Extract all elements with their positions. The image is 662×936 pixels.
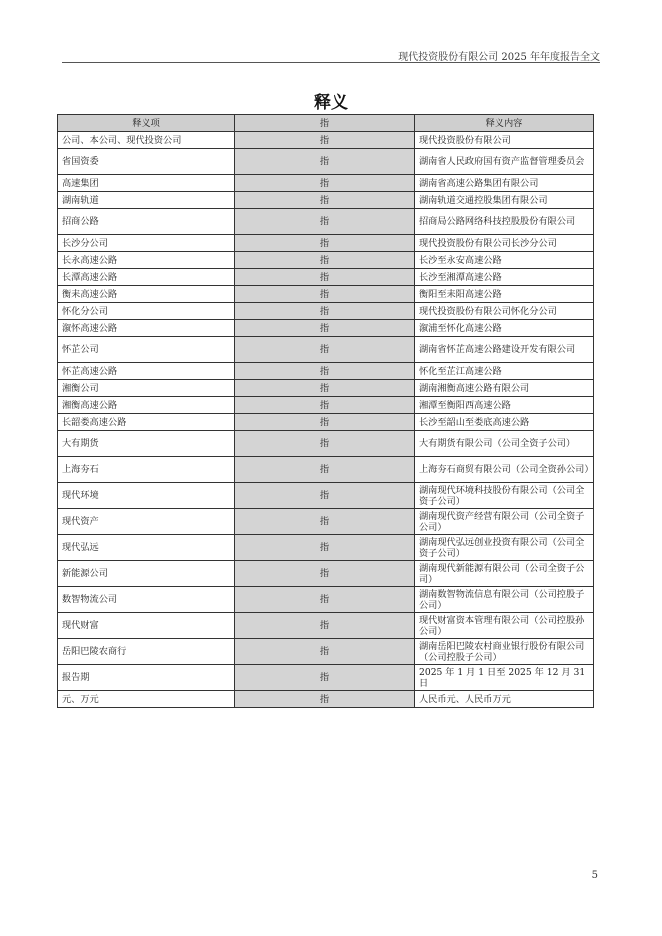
column-header-term: 释义项 — [58, 115, 235, 132]
table-row — [58, 337, 594, 363]
header-divider — [62, 62, 600, 63]
ref-cell: 指 — [235, 175, 415, 192]
term-cell: 衡耒高速公路 — [58, 286, 235, 303]
ref-cell: 指 — [235, 414, 415, 431]
term-cell: 现代财富 — [58, 613, 235, 639]
page-title: 释义 — [314, 93, 348, 113]
ref-cell: 指 — [235, 380, 415, 397]
table-row — [58, 509, 594, 535]
term-cell: 怀芷高速公路 — [58, 363, 235, 380]
ref-cell: 指 — [235, 209, 415, 235]
term-cell: 元、万元 — [58, 691, 235, 708]
term-cell: 湖南轨道 — [58, 192, 235, 209]
table-row — [58, 209, 594, 235]
ref-cell: 指 — [235, 665, 415, 691]
table-row — [58, 252, 594, 269]
meaning-cell: 现代财富资本管理有限公司（公司控股孙公司） — [415, 613, 594, 639]
ref-cell: 指 — [235, 286, 415, 303]
meaning-cell: 现代投资股份有限公司长沙分公司 — [415, 235, 594, 252]
table-row — [58, 397, 594, 414]
table-row — [58, 665, 594, 691]
meaning-cell: 现代投资股份有限公司怀化分公司 — [415, 303, 594, 320]
table-row — [58, 175, 594, 192]
term-cell: 高速集团 — [58, 175, 235, 192]
table-row — [58, 269, 594, 286]
table-row — [58, 132, 594, 149]
table-row — [58, 380, 594, 397]
ref-cell: 指 — [235, 535, 415, 561]
table-row — [58, 639, 594, 665]
ref-cell: 指 — [235, 457, 415, 483]
meaning-cell: 长沙至韶山至娄底高速公路 — [415, 414, 594, 431]
ref-cell: 指 — [235, 303, 415, 320]
term-cell: 招商公路 — [58, 209, 235, 235]
ref-cell: 指 — [235, 235, 415, 252]
term-cell: 长沙分公司 — [58, 235, 235, 252]
ref-cell: 指 — [235, 639, 415, 665]
ref-cell: 指 — [235, 363, 415, 380]
meaning-cell: 湖南湘衡高速公路有限公司 — [415, 380, 594, 397]
table-row — [58, 303, 594, 320]
ref-cell: 指 — [235, 561, 415, 587]
meaning-cell: 大有期货有限公司（公司全资子公司） — [415, 431, 594, 457]
ref-cell: 指 — [235, 269, 415, 286]
term-cell: 湘衡公司 — [58, 380, 235, 397]
table-row — [58, 691, 594, 708]
table-row — [58, 286, 594, 303]
table-row — [58, 414, 594, 431]
ref-cell: 指 — [235, 483, 415, 509]
table-row — [58, 363, 594, 380]
meaning-cell: 湖南现代资产经营有限公司（公司全资子公司） — [415, 509, 594, 535]
table-row — [58, 561, 594, 587]
ref-cell: 指 — [235, 337, 415, 363]
meaning-cell: 怀化至芷江高速公路 — [415, 363, 594, 380]
meaning-cell: 现代投资股份有限公司 — [415, 132, 594, 149]
term-cell: 新能源公司 — [58, 561, 235, 587]
meaning-cell: 湖南现代环境科技股份有限公司（公司全资子公司） — [415, 483, 594, 509]
meaning-cell: 人民币元、人民币万元 — [415, 691, 594, 708]
table-row — [58, 149, 594, 175]
ref-cell: 指 — [235, 613, 415, 639]
term-cell: 溆怀高速公路 — [58, 320, 235, 337]
term-cell: 湘衡高速公路 — [58, 397, 235, 414]
table-row — [58, 613, 594, 639]
meaning-cell: 长沙至永安高速公路 — [415, 252, 594, 269]
meaning-cell: 2025 年 1 月 1 日至 2025 年 12 月 31 日 — [415, 665, 594, 691]
meaning-cell: 湖南数智物流信息有限公司（公司控股子公司） — [415, 587, 594, 613]
ref-cell: 指 — [235, 320, 415, 337]
meaning-cell: 湖南省怀芷高速公路建设开发有限公司 — [415, 337, 594, 363]
ref-cell: 指 — [235, 149, 415, 175]
ref-cell: 指 — [235, 587, 415, 613]
meaning-cell: 长沙至湘潭高速公路 — [415, 269, 594, 286]
table-row — [58, 457, 594, 483]
table-row — [58, 320, 594, 337]
ref-cell: 指 — [235, 691, 415, 708]
ref-cell: 指 — [235, 192, 415, 209]
term-cell: 公司、本公司、现代投资公司 — [58, 132, 235, 149]
ref-cell: 指 — [235, 509, 415, 535]
term-cell: 现代弘远 — [58, 535, 235, 561]
term-cell: 上海夯石 — [58, 457, 235, 483]
definitions-table — [57, 114, 594, 708]
term-cell: 现代资产 — [58, 509, 235, 535]
table-row — [58, 192, 594, 209]
meaning-cell: 上海夯石商贸有限公司（公司全资孙公司） — [415, 457, 594, 483]
meaning-cell: 湘潭至衡阳西高速公路 — [415, 397, 594, 414]
column-header-ref: 指 — [235, 115, 415, 132]
meaning-cell: 湖南现代新能源有限公司（公司全资子公司） — [415, 561, 594, 587]
table-row — [58, 535, 594, 561]
term-cell: 现代环境 — [58, 483, 235, 509]
term-cell: 省国资委 — [58, 149, 235, 175]
ref-cell: 指 — [235, 132, 415, 149]
meaning-cell: 湖南轨道交通控股集团有限公司 — [415, 192, 594, 209]
meaning-cell: 湖南现代弘远创业投资有限公司（公司全资子公司） — [415, 535, 594, 561]
table-header-row — [58, 115, 594, 132]
meaning-cell: 衡阳至耒阳高速公路 — [415, 286, 594, 303]
column-header-meaning: 释义内容 — [415, 115, 594, 132]
page-number: 5 — [591, 870, 598, 881]
meaning-cell: 溆浦至怀化高速公路 — [415, 320, 594, 337]
term-cell: 长永高速公路 — [58, 252, 235, 269]
term-cell: 长潭高速公路 — [58, 269, 235, 286]
meaning-cell: 招商局公路网络科技控股股份有限公司 — [415, 209, 594, 235]
table-row — [58, 483, 594, 509]
page-header: 现代投资股份有限公司 2025 年年度报告全文 — [398, 52, 600, 63]
term-cell: 大有期货 — [58, 431, 235, 457]
ref-cell: 指 — [235, 252, 415, 269]
term-cell: 长韶娄高速公路 — [58, 414, 235, 431]
table-row — [58, 431, 594, 457]
meaning-cell: 湖南省人民政府国有资产监督管理委员会 — [415, 149, 594, 175]
term-cell: 数智物流公司 — [58, 587, 235, 613]
table-row — [58, 587, 594, 613]
meaning-cell: 湖南省高速公路集团有限公司 — [415, 175, 594, 192]
term-cell: 岳阳巴陵农商行 — [58, 639, 235, 665]
ref-cell: 指 — [235, 397, 415, 414]
meaning-cell: 湖南岳阳巴陵农村商业银行股份有限公司（公司控股子公司） — [415, 639, 594, 665]
term-cell: 怀化分公司 — [58, 303, 235, 320]
term-cell: 怀芷公司 — [58, 337, 235, 363]
table-row — [58, 235, 594, 252]
ref-cell: 指 — [235, 431, 415, 457]
term-cell: 报告期 — [58, 665, 235, 691]
